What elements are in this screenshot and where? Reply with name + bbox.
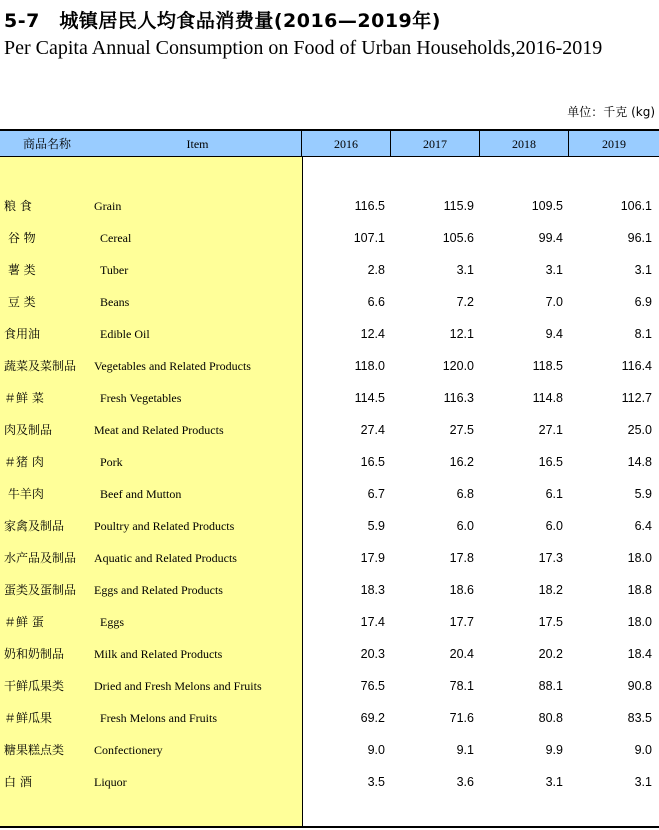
- row-item-name: Pork: [100, 455, 123, 469]
- row-cn-name: 家禽及制品: [4, 519, 65, 533]
- row-value-2017: 18.6: [449, 583, 474, 597]
- table-row: [0, 613, 659, 645]
- row-cn-name: ＃鲜 菜: [4, 391, 44, 405]
- row-value-2019: 6.9: [634, 295, 652, 309]
- row-value-2016: 20.3: [360, 647, 385, 661]
- row-value-2019: 18.4: [627, 647, 652, 661]
- row-value-2017: 17.7: [449, 615, 474, 629]
- row-cn-name: 谷 物: [4, 231, 36, 245]
- row-value-2016: 2.8: [367, 263, 385, 277]
- row-value-2019: 18.0: [627, 615, 652, 629]
- row-value-2019: 14.8: [627, 455, 652, 469]
- table-row: [0, 485, 659, 517]
- row-value-2017: 71.6: [449, 711, 474, 725]
- table-header: [0, 129, 659, 157]
- row-value-2019: 96.1: [627, 231, 652, 245]
- row-value-2017: 17.8: [449, 551, 474, 565]
- row-value-2019: 90.8: [627, 679, 652, 693]
- row-value-2018: 6.1: [545, 487, 563, 501]
- row-value-2019: 3.1: [634, 263, 652, 277]
- table-row: [0, 453, 659, 485]
- header-year-2016: 2016: [302, 131, 391, 157]
- header-year-2017: 2017: [391, 131, 480, 157]
- row-cn-name: ＃猪 肉: [4, 455, 44, 469]
- row-value-2019: 25.0: [627, 423, 652, 437]
- row-value-2018: 88.1: [538, 679, 563, 693]
- table-row: [0, 229, 659, 261]
- row-value-2018: 17.3: [538, 551, 563, 565]
- row-value-2018: 9.4: [545, 327, 563, 341]
- row-cn-name: 蔬菜及菜制品: [4, 359, 77, 373]
- table-row: [0, 293, 659, 325]
- row-value-2019: 18.0: [627, 551, 652, 565]
- row-cn-name: 薯 类: [4, 263, 36, 277]
- row-item-name: Confectionery: [94, 743, 163, 757]
- table-row: [0, 549, 659, 581]
- row-item-name: Beef and Mutton: [100, 487, 182, 501]
- row-value-2018: 18.2: [538, 583, 563, 597]
- row-item-name: Tuber: [100, 263, 129, 277]
- row-value-2016: 118.0: [354, 359, 385, 373]
- table-bottom-border: [0, 826, 659, 828]
- row-value-2018: 3.1: [545, 263, 563, 277]
- row-cn-name: 水产品及制品: [4, 551, 77, 565]
- row-item-name: Edible Oil: [100, 327, 150, 341]
- row-item-name: Cereal: [100, 231, 132, 245]
- row-item-name: Grain: [94, 199, 122, 213]
- row-value-2016: 27.4: [360, 423, 385, 437]
- row-item-name: Poultry and Related Products: [94, 519, 235, 533]
- row-value-2017: 6.0: [456, 519, 474, 533]
- table-row: [0, 677, 659, 709]
- row-item-name: Fresh Melons and Fruits: [100, 711, 217, 725]
- row-cn-name: 食用油: [4, 327, 41, 341]
- row-value-2018: 16.5: [538, 455, 563, 469]
- header-year-2019: 2019: [602, 137, 626, 151]
- header-item: Item: [94, 131, 302, 157]
- table-row: [0, 357, 659, 389]
- row-value-2017: 27.5: [449, 423, 474, 437]
- table-row: [0, 645, 659, 677]
- header-year-2018: 2018: [480, 131, 569, 157]
- row-value-2017: 3.1: [456, 263, 474, 277]
- row-value-2018: 17.5: [538, 615, 563, 629]
- row-value-2016: 5.9: [367, 519, 385, 533]
- row-value-2018: 118.5: [532, 359, 563, 373]
- row-cn-name: 白 酒: [4, 775, 32, 789]
- table-row: [0, 421, 659, 453]
- row-value-2018: 6.0: [545, 519, 563, 533]
- row-item-name: Aquatic and Related Products: [94, 551, 237, 565]
- row-value-2018: 109.5: [531, 199, 563, 213]
- table-row: [0, 197, 659, 229]
- row-cn-name: 粮 食: [4, 199, 32, 213]
- table-row: [0, 389, 659, 421]
- row-value-2017: 78.1: [449, 679, 474, 693]
- row-item-name: Liquor: [94, 775, 127, 789]
- row-value-2016: 17.4: [360, 615, 385, 629]
- table-row: [0, 741, 659, 773]
- row-value-2016: 6.6: [367, 295, 385, 309]
- row-value-2016: 69.2: [360, 711, 385, 725]
- row-value-2017: 7.2: [456, 295, 474, 309]
- table-row: [0, 325, 659, 357]
- row-value-2017: 20.4: [449, 647, 474, 661]
- row-item-name: Milk and Related Products: [94, 647, 223, 661]
- row-item-name: Dried and Fresh Melons and Fruits: [94, 679, 262, 693]
- row-value-2019: 83.5: [627, 711, 652, 725]
- row-cn-name: 干鲜瓜果类: [4, 679, 65, 693]
- row-value-2016: 6.7: [367, 487, 385, 501]
- row-value-2017: 6.8: [456, 487, 474, 501]
- row-item-name: Vegetables and Related Products: [94, 359, 251, 373]
- row-value-2016: 114.5: [354, 391, 385, 405]
- row-value-2016: 18.3: [360, 583, 385, 597]
- row-value-2019: 106.1: [620, 199, 652, 213]
- row-cn-name: ＃鲜瓜果: [4, 711, 53, 725]
- row-value-2017: 105.6: [442, 231, 474, 245]
- row-value-2019: 116.4: [621, 359, 652, 373]
- row-value-2017: 3.6: [456, 775, 474, 789]
- row-value-2017: 16.2: [449, 455, 474, 469]
- row-value-2019: 5.9: [634, 487, 652, 501]
- row-value-2017: 116.3: [443, 391, 474, 405]
- row-value-2018: 3.1: [545, 775, 563, 789]
- row-cn-name: 豆 类: [4, 295, 36, 309]
- row-cn-name: 牛羊肉: [4, 487, 44, 501]
- row-value-2018: 80.8: [538, 711, 563, 725]
- row-cn-name: 奶和奶制品: [4, 647, 65, 661]
- table-title-english: Per Capita Annual Consumption on Food of Urban Households,2016-2019: [4, 37, 603, 59]
- row-value-2019: 112.7: [621, 391, 652, 405]
- table-row: [0, 261, 659, 293]
- row-value-2016: 107.1: [353, 231, 385, 245]
- row-value-2019: 3.1: [634, 775, 652, 789]
- row-value-2016: 16.5: [360, 455, 385, 469]
- row-cn-name: 糖果糕点类: [4, 743, 65, 757]
- row-cn-name: ＃鲜 蛋: [4, 615, 44, 629]
- row-value-2019: 8.1: [634, 327, 652, 341]
- row-value-2018: 9.9: [545, 743, 563, 757]
- header-cn-name: 商品名称: [22, 137, 71, 151]
- row-value-2016: 9.0: [367, 743, 385, 757]
- row-cn-name: 蛋类及蛋制品: [4, 583, 77, 597]
- row-value-2019: 18.8: [627, 583, 652, 597]
- row-value-2017: 9.1: [456, 743, 474, 757]
- row-item-name: Meat and Related Products: [94, 423, 224, 437]
- row-value-2018: 99.4: [538, 231, 563, 245]
- row-item-name: Eggs and Related Products: [94, 583, 223, 597]
- row-value-2019: 6.4: [634, 519, 652, 533]
- table-row: [0, 581, 659, 613]
- table-title-chinese: 5-7 城镇居民人均食品消费量(2016—2019年): [4, 10, 441, 32]
- row-value-2016: 12.4: [360, 327, 385, 341]
- row-value-2018: 27.1: [538, 423, 563, 437]
- row-value-2018: 20.2: [538, 647, 563, 661]
- row-value-2017: 115.9: [443, 199, 474, 213]
- row-item-name: Eggs: [100, 615, 124, 629]
- row-value-2018: 114.8: [532, 391, 563, 405]
- row-value-2017: 12.1: [449, 327, 474, 341]
- row-value-2018: 7.0: [545, 295, 563, 309]
- table-row: [0, 517, 659, 549]
- row-cn-name: 肉及制品: [4, 423, 53, 437]
- table-row: [0, 773, 659, 805]
- unit-label: 单位：千克 (kg): [567, 105, 655, 119]
- row-value-2016: 17.9: [360, 551, 385, 565]
- row-value-2016: 3.5: [367, 775, 385, 789]
- row-value-2016: 76.5: [360, 679, 385, 693]
- row-value-2017: 120.0: [442, 359, 474, 373]
- row-item-name: Fresh Vegetables: [100, 391, 182, 405]
- row-value-2016: 116.5: [354, 199, 385, 213]
- row-item-name: Beans: [100, 295, 130, 309]
- table-row: [0, 709, 659, 741]
- row-value-2019: 9.0: [634, 743, 652, 757]
